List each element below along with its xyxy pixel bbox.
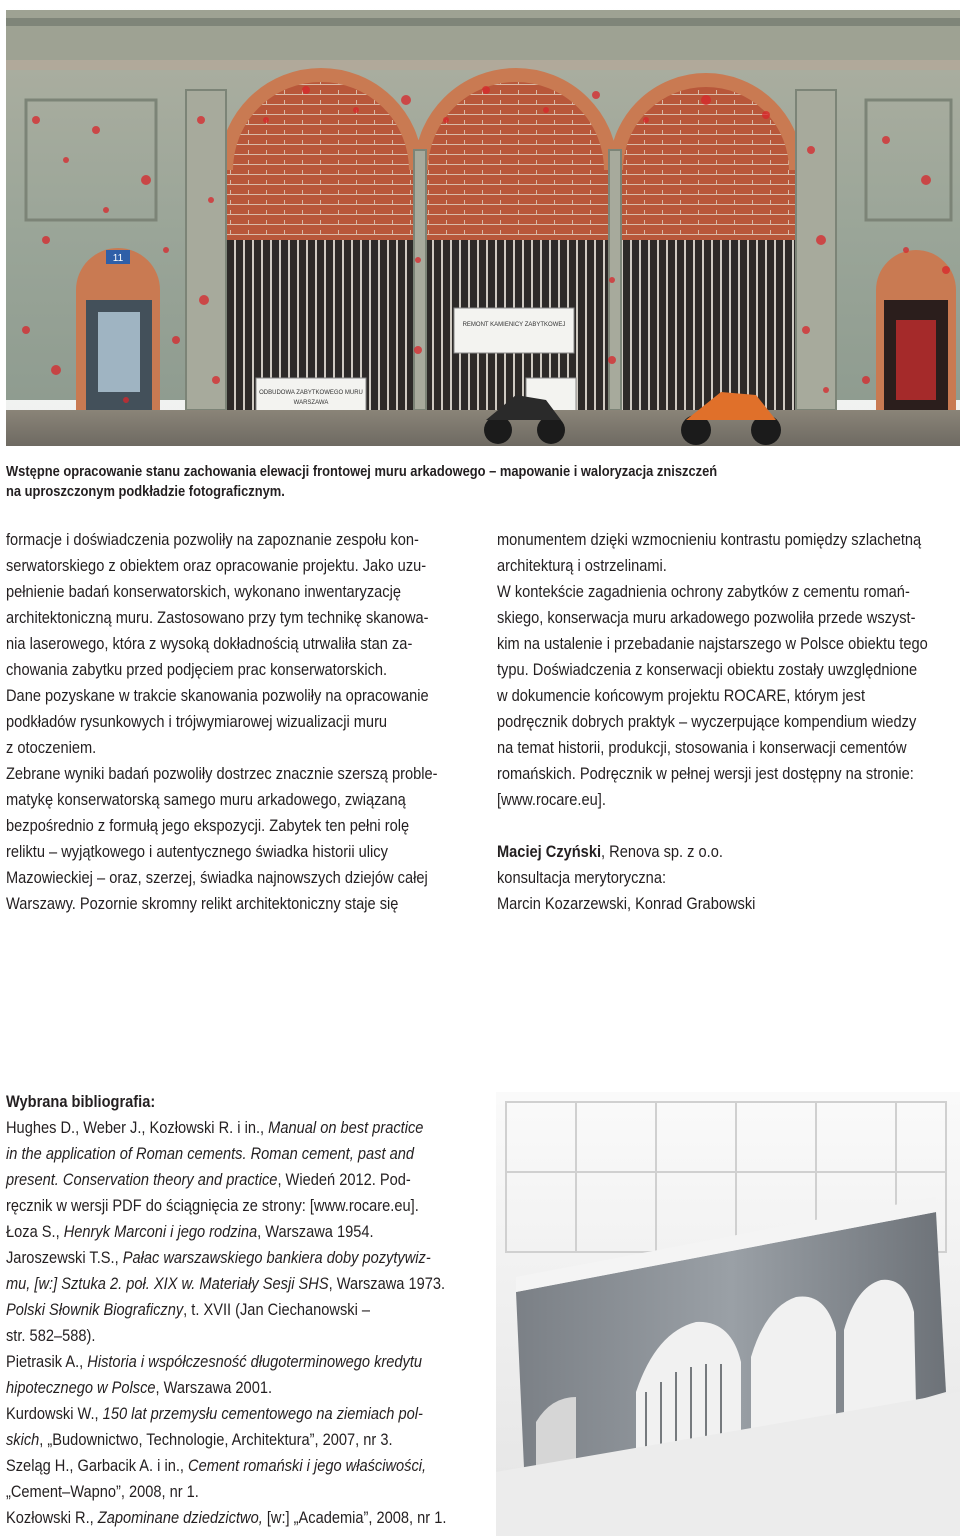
facade-illustration: [6, 0, 960, 446]
citation-text: Jaroszewski T.S.,: [6, 1248, 123, 1267]
italic-title: hipotecznego w Polsce: [6, 1378, 156, 1397]
citation-text: Pietrasik A.,: [6, 1352, 88, 1371]
citation-text: [w:] „Academia”, 2008, nr 1.: [262, 1508, 447, 1527]
house-number-plate: 11: [112, 253, 124, 264]
bibliography-heading: Wybrana bibliografia:: [6, 1092, 156, 1111]
citation-text: Łoza S.,: [6, 1222, 64, 1241]
text-line: formacje i doświadczenia pozwoliły na zapoznanie zespołu kon-: [6, 530, 419, 549]
text-line: pełnienie badań konserwatorskich, wykonano inwentaryzację: [6, 582, 401, 601]
text-line: [www.rocare.eu].: [497, 790, 606, 809]
bibliography-line: [6, 1141, 470, 1167]
banner-left-text: ODBUDOWA ZABYTKOWEGO MURU: [259, 390, 363, 396]
bibliography-line: [6, 1271, 470, 1297]
citation-text: „Cement–Wapno”, 2008, nr 1.: [6, 1482, 199, 1501]
text-line: na temat historii, produkcji, stosowania i konserwacji cementów: [497, 738, 907, 757]
bibliography-line: [6, 1505, 470, 1531]
citation-text: str. 582–588).: [6, 1326, 96, 1345]
text-line: reliktu – wyjątkowego i autentycznego świadka historii ulicy: [6, 842, 388, 861]
citation-text: , „Budownictwo, Technologie, Architektura”, 2007, nr 3.: [39, 1430, 393, 1449]
author-affiliation: , Renova sp. z o.o.: [601, 842, 723, 861]
bibliography-line: [6, 1375, 470, 1401]
citation-text: ręcznik w wersji PDF do ściągnięcia ze strony: [www.rocare.eu].: [6, 1196, 419, 1215]
author-line: [497, 839, 960, 865]
right-text-column: [497, 527, 960, 917]
banner-lower-text: WARSZAWA: [293, 400, 329, 406]
text-line: podręcznik dobrych praktyk – wyczerpujące kompendium wiedzy: [497, 712, 917, 731]
citation-text: , Warszawa 1954.: [257, 1222, 374, 1241]
bibliography-line: [6, 1453, 470, 1479]
citation-text: Kozłowski R.,: [6, 1508, 98, 1527]
italic-title: Cement romański i jego właściwości,: [188, 1456, 427, 1475]
consultants: Marcin Kozarzewski, Konrad Grabowski: [497, 894, 756, 913]
citation-text: Szeląg H., Garbacik A. i in.,: [6, 1456, 189, 1475]
text-line: skiego, konserwacja muru arkadowego pozwoliła przede wszyst-: [497, 608, 916, 627]
italic-title: 150 lat przemysłu cementowego na ziemiach pol-: [102, 1404, 423, 1423]
3d-wall-illustration: [496, 1092, 960, 1536]
italic-title: Pałac warszawskiego bankiera doby pozytywiz-: [122, 1248, 431, 1267]
italic-title: Manual on best practice: [268, 1118, 424, 1137]
text-line: architekturą i ostrzelinami.: [497, 556, 667, 575]
left-text-column: [6, 527, 470, 917]
text-line: serwatorskiego z obiektem oraz opracowanie projektu. Jako uzu-: [6, 556, 427, 575]
text-line: Warszawy. Pozornie skromny relikt architektoniczny staje się: [6, 894, 399, 913]
bibliography: [6, 1089, 470, 1531]
bibliography-line: [6, 1401, 470, 1427]
consult-label: konsultacja merytoryczna:: [497, 868, 667, 887]
citation-text: Hughes D., Weber J., Kozłowski R. i in.,: [6, 1118, 269, 1137]
text-line: architektoniczną muru. Zastosowano przy tym technikę skanowa-: [6, 608, 429, 627]
bibliography-line: [6, 1323, 470, 1349]
text-line: podkładów rysunkowych i trójwymiarowej wizualizacji muru: [6, 712, 388, 731]
author-name: Maciej Czyński: [497, 842, 602, 861]
citation-text: , Wiedeń 2012. Pod-: [277, 1170, 411, 1189]
italic-title: mu, [w:] Sztuka 2. poł. XIX w. Materiały Sesji SHS: [6, 1274, 329, 1293]
text-line: matykę konserwatorską samego muru arkadowego, związaną: [6, 790, 406, 809]
text-line: W kontekście zagadnienia ochrony zabytków z cementu romań-: [497, 582, 910, 601]
3d-visualization-image: [496, 1092, 960, 1536]
bibliography-line: [6, 1427, 470, 1453]
text-line: Zebrane wyniki badań pozwoliły dostrzec znacznie szerszą proble-: [6, 764, 438, 783]
text-line: nia laserowego, która z wysoką dokładnością utrwaliła stan za-: [6, 634, 413, 653]
italic-title: skich: [6, 1430, 40, 1449]
text-line: kim na ustalenie i przebadanie najstarszego w Polsce obiektu tego: [497, 634, 928, 653]
citation-text: Kurdowski W.,: [6, 1404, 103, 1423]
spacer: [497, 813, 960, 839]
figure-caption: [6, 462, 943, 502]
bibliography-line: [6, 1297, 470, 1323]
italic-title: Zapominane dziedzictwo,: [97, 1508, 263, 1527]
text-line: chowania zabytku przed podjęciem prac konserwatorskich.: [6, 660, 388, 679]
italic-title: Henryk Marconi i jego rodzina: [63, 1222, 258, 1241]
italic-title: Polski Słownik Biograficzny: [6, 1300, 184, 1319]
bibliography-line: [6, 1115, 470, 1141]
text-line: Mazowieckiej – oraz, szerzej, świadka najnowszych dziejów całej: [6, 868, 428, 887]
italic-title: Historia i współczesność długoterminowego kredytu: [87, 1352, 423, 1371]
banner-center-text: REMONT KAMIENICY ZABYTKOWEJ: [462, 322, 566, 328]
bibliography-line: [6, 1219, 470, 1245]
citation-text: , Warszawa 1973.: [328, 1274, 446, 1293]
bibliography-entries: [6, 1115, 470, 1531]
italic-title: present. Conservation theory and practice: [6, 1170, 278, 1189]
arch-openings: [226, 75, 796, 410]
caption-line-2: na uproszczonym podkładzie fotograficznym.: [6, 483, 285, 500]
text-line: w dokumencie końcowym projektu ROCARE, którym jest: [497, 686, 866, 705]
text-line: typu. Doświadczenia z konserwacji obiektu zostały uwzględnione: [497, 660, 918, 679]
citation-text: , t. XVII (Jan Ciechanowski –: [183, 1300, 371, 1319]
citation-text: , Warszawa 2001.: [155, 1378, 273, 1397]
bibliography-line: [6, 1479, 470, 1505]
bibliography-line: [6, 1245, 470, 1271]
bibliography-line: [6, 1193, 470, 1219]
facade-damage-photo: [6, 0, 960, 446]
text-line: monumentem dzięki wzmocnieniu kontrastu pomiędzy szlachetną: [497, 530, 922, 549]
italic-title: in the application of Roman cements. Roman cement, past and: [6, 1144, 414, 1163]
text-line: bezpośrednio z formułą jego ekspozycji. Zabytek ten pełni rolę: [6, 816, 410, 835]
bibliography-line: [6, 1349, 470, 1375]
bibliography-line: [6, 1167, 470, 1193]
text-line: z otoczeniem.: [6, 738, 97, 757]
text-line: Dane pozyskane w trakcie skanowania pozwoliły na opracowanie: [6, 686, 429, 705]
text-line: romańskich. Podręcznik w pełnej wersji jest dostępny na stronie:: [497, 764, 914, 783]
caption-line-1: Wstępne opracowanie stanu zachowania elewacji frontowej muru arkadowego – mapowanie i waloryzacja zniszczeń: [6, 463, 718, 480]
